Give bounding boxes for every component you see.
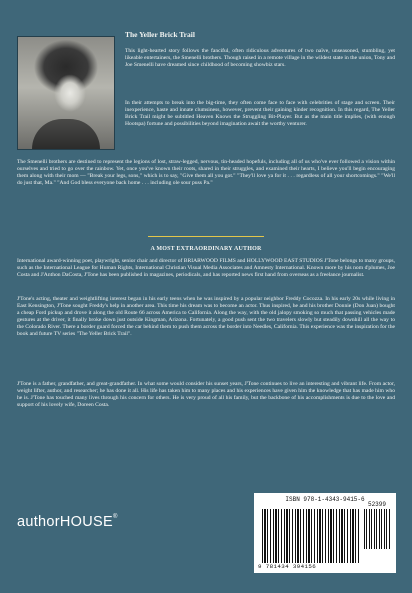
barcode-digits: 9 781434 394156	[258, 563, 317, 570]
publisher-logo	[17, 514, 118, 530]
author-bio-paragraph-3: J'Tone is a father, grandfather, and great-grandfather. In what some would consider his sunset years, J'Tone continues to live an interesting and vibrant life. From actor, weight lifter, author, and researcher; he has done it all. His life has taken him to many places and his experiences have given him the knowledge that has made him who he is. J'Tone has touched many lives through his concern for others. He is very proud of all his family, but the backbone of his accomplishments is due to the love and support of his lovely wife, Doreen Costa.	[17, 381, 395, 409]
book-title: The Yeller Brick Trail	[125, 30, 195, 39]
synopsis-paragraph-1: This light-hearted story follows the fanciful, often ridiculous adventures of two naïve, unseasoned, stumbling, yet likeable entertainers, the Smenelli brothers. Though raised in a remote village in the wildest state in the union, Tony and Joe Smenelli have dreamed since childhood of becoming showbiz stars.	[125, 48, 395, 69]
price-barcode-bars	[364, 509, 390, 549]
publisher-name: authorHOUSE	[17, 514, 113, 530]
divider-rule	[148, 236, 264, 237]
isbn-text: ISBN 978-1-4343-9415-6	[285, 496, 365, 503]
author-heading: A MOST EXTRAORDINARY AUTHOR	[150, 246, 262, 252]
author-photo-shirt	[32, 119, 100, 149]
author-bio-paragraph-2: J'Tone's acting, theater and weightlifting interest began in his early teens when he was inspired by a popular neighbor Freddy Cocozza. In his early 20s while living in East Kensington, J'Tone sought Freddy's help in another area. This time his dream was to become an actor. Thus inspired, he and his brother Donnie (Don Juan) bought a cheap Ford pickup and drove it along the old Route 66 across America to California. Along the way, with the old jalopy smoking so much that passing vehicles made gestures at the driver, it finally broke down just outside Kingman, Arizona. Fortunately, a good push sent the two travelers slowly but steadily downhill all the way to the Colorado River. There a border guard forced the car behind them to push them across the border into Needles, California. This experience was the inspiration for the book and future TV series "The Yeller Brick Trail".	[17, 296, 395, 338]
isbn-barcode	[254, 493, 396, 573]
synopsis-paragraph-3: The Smenelli brothers are destined to represent the legions of lost, straw-legged, nervous, tin-headed hopefuls, including all of us who've ever followed a vision within ourselves and tried to go over the rainbow. Yet, once you've known their roots, shared in their struggles, and examined their hearts, I believe you'll begin encouraging them along with their mom — "Break your legs, sons," which is to say, "Give them all you got." "They'll love ya for it . . . regardless of all your shortcomings." "We'll do just that, Ma." "And God bless everyone back home . . . including ole sour puss Pa."	[17, 159, 395, 187]
synopsis-paragraph-2: In their attempts to break into the big-time, they often come face to face with celebrities of stage and screen. Their inexperience, haste and innate clumsiness, however, prevent their gaining kinder recognition. In this regard, The Yeller Brick Trail might be subtitled Heaven Knows the Struggling Bit-Player. But as the main title implies, (with enough Hootspa) fortune and possibilities beyond imagination await the worthy venturer.	[125, 100, 395, 128]
barcode-bars	[262, 509, 360, 563]
author-bio-paragraph-1: International award-winning poet, playwright, senior chair and director of BRIARWOOD FILMS and HOLLYWOOD EAST STUDIOS J'Tone belongs to many groups, such as the International League for Human Rights, International Christian Visual Media Associates and Amnesty International. Known more by his nom d'plumes, Joe Costa and J'Anthon DaCosta, J'Tone has been published in magazines, periodicals, and has reported news first hand from overseas as a freelance journalist.	[17, 258, 395, 279]
author-photo	[17, 36, 115, 150]
registered-mark: ®	[112, 514, 118, 520]
price-code: 52399	[367, 501, 386, 508]
